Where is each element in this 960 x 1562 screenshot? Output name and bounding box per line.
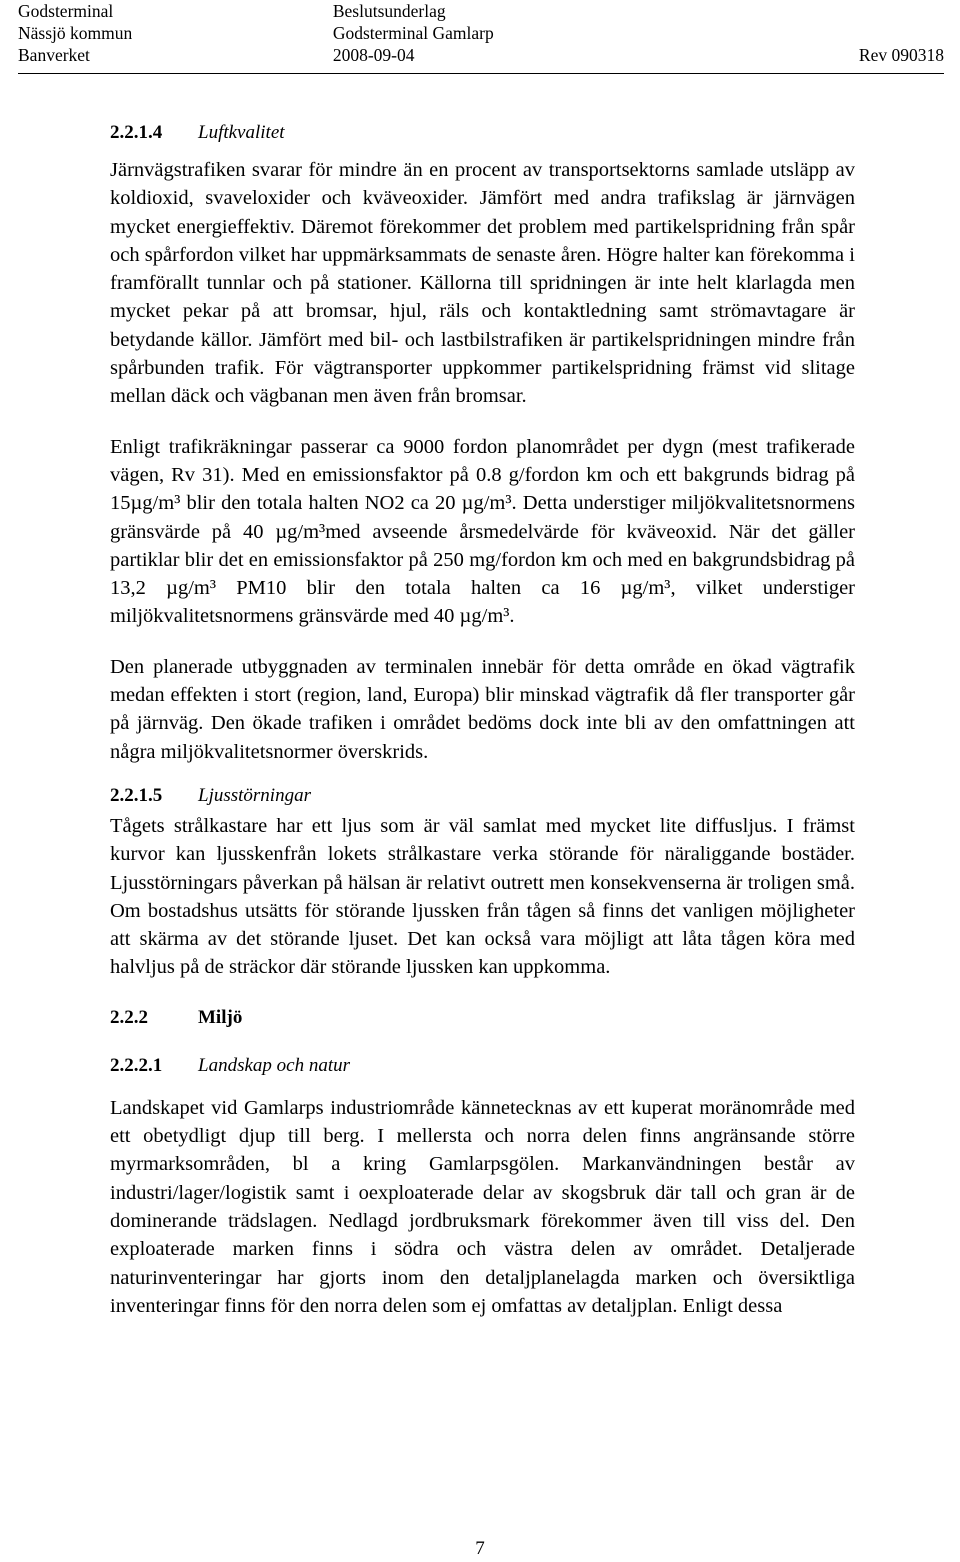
section-number: 2.2.1.4 <box>110 122 163 143</box>
header-date: 2008-09-04 <box>332 45 415 65</box>
section-title: Luftkvalitet <box>198 122 285 143</box>
page-body <box>110 119 855 1320</box>
header-doc-title: Godsterminal Gamlarp <box>332 23 494 43</box>
section-title: Miljö <box>198 1006 243 1028</box>
header-empty-2 <box>629 22 944 44</box>
section-title: Ljusstörningar <box>198 784 311 806</box>
header-doc-type: Beslutsunderlag <box>332 1 446 21</box>
header-organisation: Banverket <box>18 45 90 65</box>
paragraph-light-disturbance: Tågets strålkastare har ett ljus som är väl samlat med mycket lite diffusljus. I främst kurvor kan ljusskenfrån lokets strålkastare verka störande för näraliggande bostäder. Ljusstörningars påverkan på hälsan är relativt outrett men konsekvenserna är troligen små. Om bostadshus utsätts för störande ljussken från tågen så finns det vanligen möjligheter att skärma av det störande ljuset. Det kan också vara möjligt att låta tågen köra med halvljus på de sträckor där störande ljussken kan uppkomma. <box>110 814 855 979</box>
header-row-3 <box>18 44 944 66</box>
header-revision: Rev 090318 <box>858 45 944 65</box>
header-municipality: Nässjö kommun <box>18 23 133 43</box>
paragraph-air-quality: Järnvägstrafiken svarar för mindre än en procent av transportsektorns samlade utsläpp av koldioxid, svaveloxider och kväveoxider. Jämfört med andra trafikslag är järnvägen mycket energieffektiv. Däremot förekommer det problem med partikelspridning från spår och spårfordon vilket har uppmärksammats de senaste åren. Högre halter kan förekomma i framförallt tunnlar och på stationer. Källorna till spridningen är inte helt klarlagda men mycket pekar på att bromsar, hjul, räls och kontaktledning samt strömavtagare är betydande källor. Jämfört med bil- och lastbilstrafiken är partikelspridningen mindre från spårbunden trafik. För vägtransporter uppkommer partikelspridning främst vid slitage mellan däck och vägbanan men även från bromsar. <box>110 159 855 408</box>
section-number: 2.2.2.1 <box>110 1054 163 1076</box>
header-row-2 <box>18 22 944 44</box>
paragraph-terminal-expansion: Den planerade utbyggnaden av terminalen innebär för detta område en ökad vägtrafik medan effekten i stort (region, land, Europa) blir minskad vägtrafik då fler transporter går på järnväg. Den ökade trafiken i området bedöms dock inte bli av den omfattningen att några miljökvalitetsnormer överskrids. <box>110 655 855 763</box>
header-row-1 <box>18 0 944 22</box>
section-heading-miljo <box>110 1004 855 1032</box>
header-project: Godsterminal <box>18 1 114 21</box>
section-heading-landskap <box>110 1052 855 1080</box>
section-title: Landskap och natur <box>198 1054 350 1076</box>
section-heading-luftkvalitet <box>110 119 855 147</box>
section-heading-ljusstorningar <box>110 782 855 810</box>
page-header <box>18 0 944 66</box>
paragraph-landscape: Landskapet vid Gamlarps industriområde kännetecknas av ett kuperat moränområde med ett obetydligt djup till berg. I mellersta och norra delen finns angränsande större myrmarksområden, bl a kring Gamlarpsgölen. Markanvändningen består av industri/lager/logistik samt i oexploaterade delar av skogsbruk där tall och gran är de dominerande trädslagen. Nedlagd jordbruksmark förekommer även till viss del. Den exploaterade marken finns i södra och västra delen av området. Detaljerade naturinventeringar har gjorts inom den detaljplanelagda marken och översiktliga inventeringar finns för den norra delen som ej omfattas av detaljplan. Enligt dessa <box>110 1096 855 1317</box>
page-number: 7 <box>475 1538 485 1559</box>
paragraph-traffic-emissions: Enligt trafikräkningar passerar ca 9000 fordon planområdet per dygn (mest trafikerade vägen, Rv 31). Med en emissionsfaktor på 0.8 g/fordon km och ett bakgrunds bidrag på 15µg/m³ blir den totala halten NO2 ca 20 µg/m³. Detta understiger miljökvalitetsnormens gränsvärde på 40 µg/m³med avseende årsmedelvärde för kväveoxid. När det gäller partiklar blir det en emissionsfaktor på 250 mg/fordon km och med en bakgrundsbidrag på 13,2 µg/m³ PM10 blir den totala halten ca 16 µg/m³, vilket understiger miljökvalitetsnormens gränsvärde med 40 µg/m³. <box>110 435 855 628</box>
section-number: 2.2.1.5 <box>110 784 163 806</box>
section-number: 2.2.2 <box>110 1006 148 1028</box>
header-empty-1 <box>629 0 944 22</box>
header-divider <box>18 73 944 74</box>
